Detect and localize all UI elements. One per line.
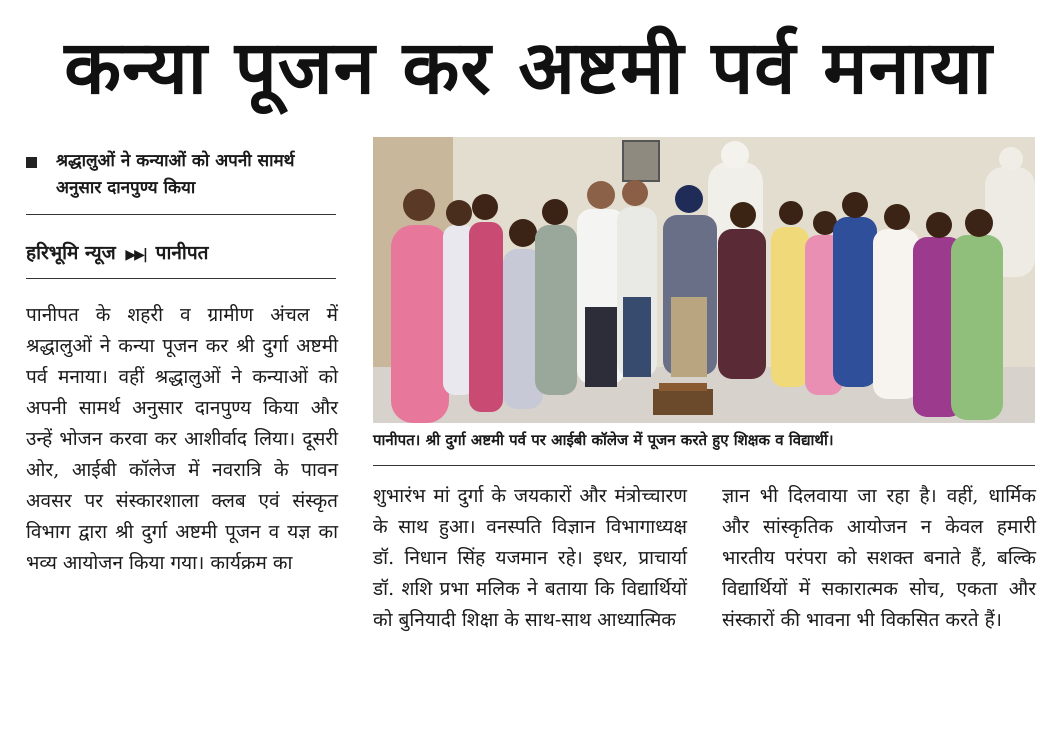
bullet-square-icon — [26, 157, 37, 168]
byline-source: हरिभूमि न्यूज — [26, 242, 116, 264]
photo-illustration — [373, 137, 1035, 423]
photo-caption — [373, 428, 1038, 452]
caption-text: श्री दुर्गा अष्टमी पर्व पर आईबी कॉलेज में पूजन करते हुए शिक्षक व विद्यार्थी। — [425, 431, 834, 449]
headline: कन्या पूजन कर अष्टमी पर्व मनाया — [64, 25, 993, 111]
divider — [26, 278, 336, 279]
divider — [26, 214, 336, 215]
article-column-3: ज्ञान भी दिलवाया जा रहा है। वहीं, धार्मिक और सांस्कृतिक आयोजन न केवल हमारी भारतीय परंपरा को सशक्त बनाते हैं, बल्कि विद्यार्थियों में सकारात्मक सोच, एकता और संस्कारों की भावना भी विकसित करते हैं। — [722, 485, 1036, 631]
divider — [373, 465, 1035, 466]
article-column-2: शुभारंभ मां दुर्गा के जयकारों और मंत्रोच्चारण के साथ हुआ। वनस्पति विज्ञान विभागाध्यक्ष डॉ. निधान सिंह यजमान रहे। इधर, प्राचार्या डॉ. शशि प्रभा मलिक ने बताया कि विद्यार्थियों को बुनियादी शिक्षा के साथ-साथ आध्यात्मिक — [373, 485, 687, 631]
news-photo — [373, 137, 1035, 423]
byline-arrows: ▶▶| — [125, 247, 147, 263]
byline — [26, 238, 336, 270]
subheading-text: श्रद्धालुओं ने कन्याओं को अपनी सामर्थ अनुसार दानपुण्य किया — [56, 151, 295, 198]
article-column-1: पानीपत के शहरी व ग्रामीण अंचल में श्रद्धालुओं ने कन्या पूजन कर श्री दुर्गा अष्टमी पर्व मनाया। वहीं श्रद्धालुओं ने कन्याओं को अपनी सामर्थ अनुसार दानपुण्य किया और उन्हें भोजन करवा कर आशीर्वाद लिया। दूसरी ओर, आईबी कॉलेज में नवरात्रि के पावन अवसर पर संस्कारशाला क्लब एवं संस्कृत विभाग द्वारा श्री दुर्गा अष्टमी पूजन व यज्ञ का भव्य आयोजन किया गया। कार्यक्रम का — [26, 304, 338, 574]
subheading — [26, 148, 336, 202]
byline-place: पानीपत — [155, 242, 209, 264]
caption-place: पानीपत। — [373, 431, 421, 449]
